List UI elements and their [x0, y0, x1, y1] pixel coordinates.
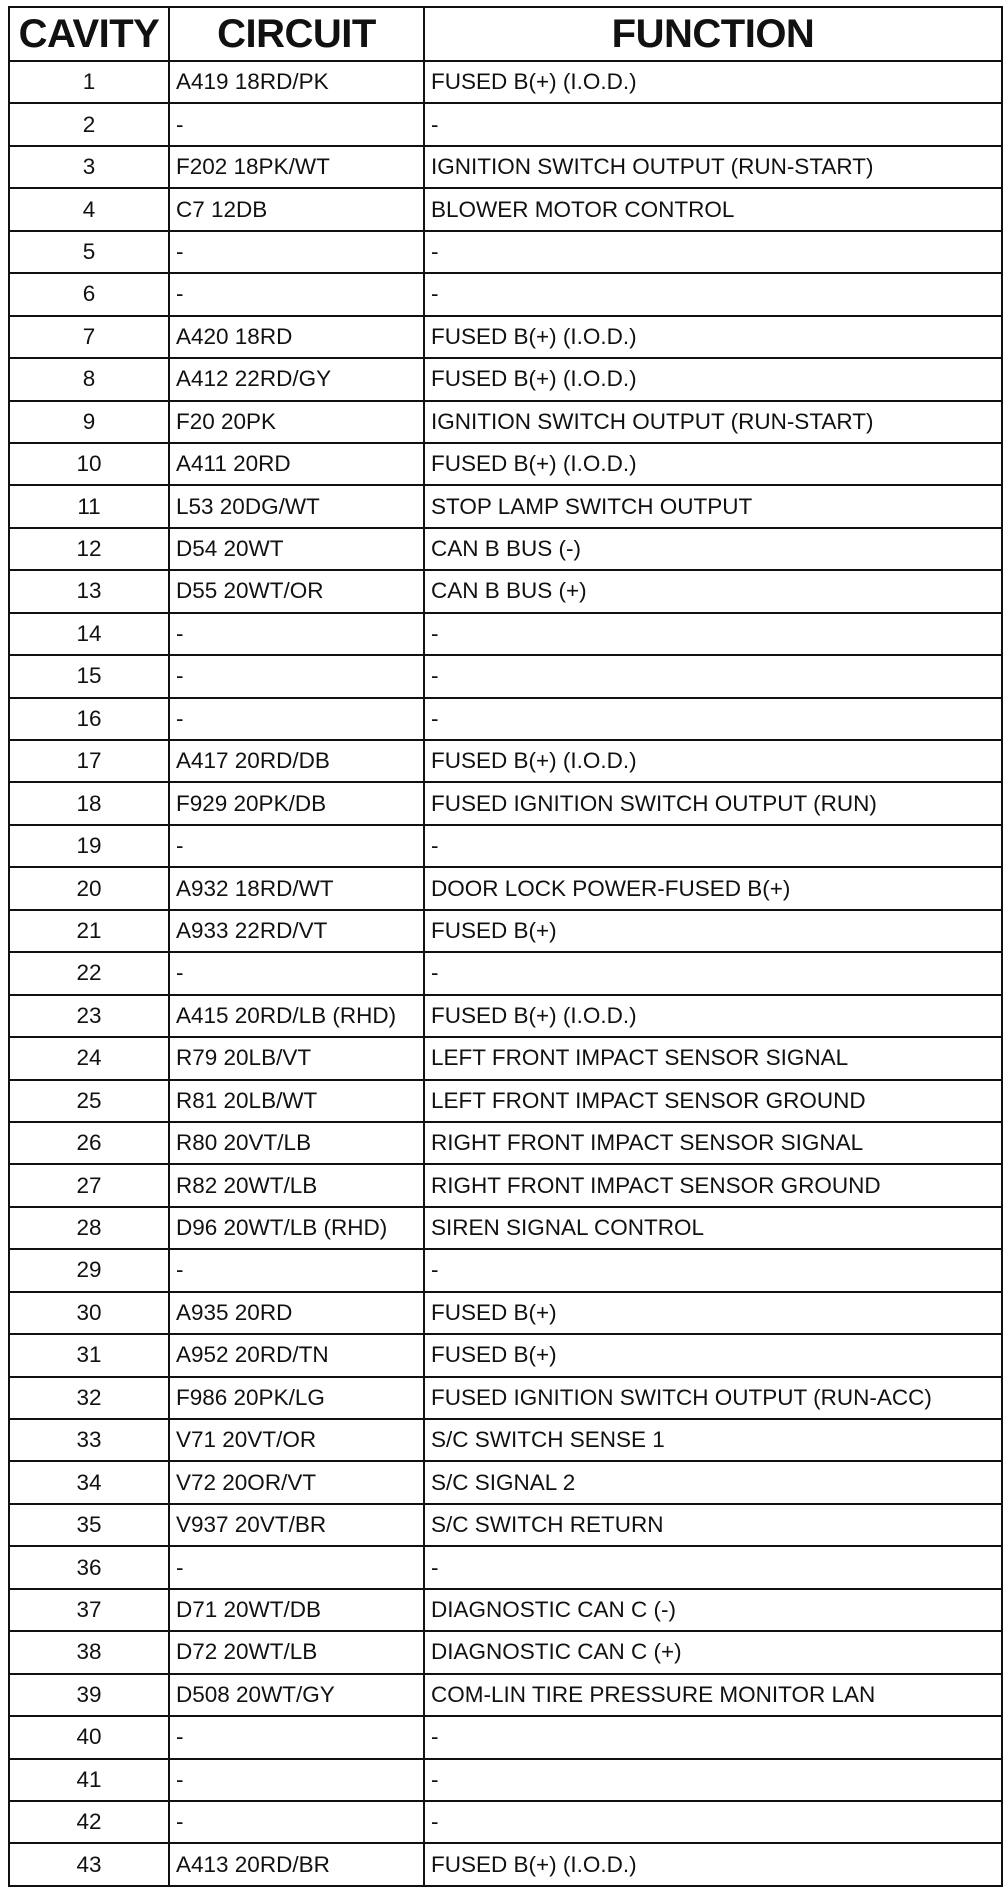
- circuit-cell: V937 20VT/BR: [169, 1504, 424, 1546]
- table-row: [9, 1674, 1002, 1716]
- header-cavity: CAVITY: [9, 7, 169, 61]
- cavity-cell: 43: [9, 1843, 169, 1885]
- table-row: [9, 910, 1002, 952]
- circuit-cell: -: [169, 1716, 424, 1758]
- function-cell: RIGHT FRONT IMPACT SENSOR GROUND: [424, 1164, 1002, 1206]
- table-row: [9, 1759, 1002, 1801]
- circuit-cell: -: [169, 231, 424, 273]
- cavity-cell: 39: [9, 1674, 169, 1716]
- function-cell: FUSED B(+) (I.O.D.): [424, 1843, 1002, 1885]
- function-cell: RIGHT FRONT IMPACT SENSOR SIGNAL: [424, 1122, 1002, 1164]
- cavity-cell: 27: [9, 1164, 169, 1206]
- circuit-cell: -: [169, 1249, 424, 1291]
- table-row: [9, 1377, 1002, 1419]
- cavity-cell: 34: [9, 1461, 169, 1503]
- function-cell: FUSED IGNITION SWITCH OUTPUT (RUN-ACC): [424, 1377, 1002, 1419]
- cavity-cell: 10: [9, 443, 169, 485]
- table-row: [9, 867, 1002, 909]
- table-row: [9, 316, 1002, 358]
- table-row: [9, 146, 1002, 188]
- table-row: [9, 61, 1002, 103]
- circuit-cell: A933 22RD/VT: [169, 910, 424, 952]
- table-row: [9, 443, 1002, 485]
- function-cell: -: [424, 1546, 1002, 1588]
- function-cell: CAN B BUS (+): [424, 570, 1002, 612]
- cavity-cell: 38: [9, 1631, 169, 1673]
- function-cell: -: [424, 273, 1002, 315]
- circuit-cell: D96 20WT/LB (RHD): [169, 1207, 424, 1249]
- cavity-cell: 24: [9, 1037, 169, 1079]
- function-cell: S/C SWITCH RETURN: [424, 1504, 1002, 1546]
- table-row: [9, 1164, 1002, 1206]
- circuit-cell: -: [169, 698, 424, 740]
- table-row: [9, 825, 1002, 867]
- table-row: [9, 273, 1002, 315]
- table-row: [9, 1419, 1002, 1461]
- table-row: [9, 485, 1002, 527]
- cavity-cell: 13: [9, 570, 169, 612]
- table-row: [9, 103, 1002, 145]
- cavity-cell: 12: [9, 528, 169, 570]
- function-cell: IGNITION SWITCH OUTPUT (RUN-START): [424, 146, 1002, 188]
- cavity-cell: 36: [9, 1546, 169, 1588]
- table-row: [9, 1716, 1002, 1758]
- circuit-cell: A935 20RD: [169, 1292, 424, 1334]
- function-cell: IGNITION SWITCH OUTPUT (RUN-START): [424, 401, 1002, 443]
- table-row: [9, 570, 1002, 612]
- table-row: [9, 698, 1002, 740]
- table-row: [9, 1334, 1002, 1376]
- circuit-cell: V72 20OR/VT: [169, 1461, 424, 1503]
- function-cell: DIAGNOSTIC CAN C (-): [424, 1589, 1002, 1631]
- table-row: [9, 188, 1002, 230]
- function-cell: FUSED B(+) (I.O.D.): [424, 61, 1002, 103]
- cavity-cell: 37: [9, 1589, 169, 1631]
- function-cell: FUSED B(+) (I.O.D.): [424, 443, 1002, 485]
- cavity-cell: 11: [9, 485, 169, 527]
- cavity-cell: 42: [9, 1801, 169, 1843]
- cavity-cell: 18: [9, 782, 169, 824]
- circuit-cell: A419 18RD/PK: [169, 61, 424, 103]
- function-cell: -: [424, 952, 1002, 994]
- cavity-cell: 3: [9, 146, 169, 188]
- cavity-cell: 9: [9, 401, 169, 443]
- cavity-cell: 21: [9, 910, 169, 952]
- table-row: [9, 740, 1002, 782]
- circuit-cell: R81 20LB/WT: [169, 1080, 424, 1122]
- circuit-cell: A411 20RD: [169, 443, 424, 485]
- circuit-cell: D55 20WT/OR: [169, 570, 424, 612]
- circuit-cell: R82 20WT/LB: [169, 1164, 424, 1206]
- function-cell: S/C SIGNAL 2: [424, 1461, 1002, 1503]
- circuit-cell: A415 20RD/LB (RHD): [169, 995, 424, 1037]
- function-cell: FUSED B(+) (I.O.D.): [424, 740, 1002, 782]
- table-row: [9, 1589, 1002, 1631]
- cavity-cell: 26: [9, 1122, 169, 1164]
- cavity-cell: 1: [9, 61, 169, 103]
- function-cell: FUSED B(+) (I.O.D.): [424, 358, 1002, 400]
- cavity-cell: 41: [9, 1759, 169, 1801]
- cavity-cell: 31: [9, 1334, 169, 1376]
- function-cell: -: [424, 698, 1002, 740]
- cavity-cell: 5: [9, 231, 169, 273]
- circuit-cell: R80 20VT/LB: [169, 1122, 424, 1164]
- cavity-cell: 4: [9, 188, 169, 230]
- table-row: [9, 1504, 1002, 1546]
- circuit-cell: F202 18PK/WT: [169, 146, 424, 188]
- function-cell: -: [424, 231, 1002, 273]
- circuit-cell: A413 20RD/BR: [169, 1843, 424, 1885]
- function-cell: LEFT FRONT IMPACT SENSOR GROUND: [424, 1080, 1002, 1122]
- circuit-cell: L53 20DG/WT: [169, 485, 424, 527]
- cavity-cell: 2: [9, 103, 169, 145]
- table-row: [9, 1292, 1002, 1334]
- circuit-cell: -: [169, 1546, 424, 1588]
- table-row: [9, 1249, 1002, 1291]
- cavity-cell: 30: [9, 1292, 169, 1334]
- circuit-cell: A952 20RD/TN: [169, 1334, 424, 1376]
- circuit-cell: F929 20PK/DB: [169, 782, 424, 824]
- table-row: [9, 1037, 1002, 1079]
- circuit-cell: D71 20WT/DB: [169, 1589, 424, 1631]
- circuit-cell: A417 20RD/DB: [169, 740, 424, 782]
- cavity-cell: 22: [9, 952, 169, 994]
- cavity-cell: 28: [9, 1207, 169, 1249]
- circuit-cell: -: [169, 952, 424, 994]
- circuit-cell: -: [169, 273, 424, 315]
- circuit-cell: -: [169, 103, 424, 145]
- cavity-cell: 14: [9, 613, 169, 655]
- function-cell: STOP LAMP SWITCH OUTPUT: [424, 485, 1002, 527]
- cavity-cell: 35: [9, 1504, 169, 1546]
- header-row: [9, 7, 1002, 61]
- function-cell: SIREN SIGNAL CONTROL: [424, 1207, 1002, 1249]
- circuit-cell: A412 22RD/GY: [169, 358, 424, 400]
- table-row: [9, 358, 1002, 400]
- function-cell: BLOWER MOTOR CONTROL: [424, 188, 1002, 230]
- cavity-cell: 17: [9, 740, 169, 782]
- function-cell: -: [424, 613, 1002, 655]
- circuit-cell: D508 20WT/GY: [169, 1674, 424, 1716]
- table-row: [9, 231, 1002, 273]
- header-circuit: CIRCUIT: [169, 7, 424, 61]
- table-row: [9, 655, 1002, 697]
- function-cell: -: [424, 825, 1002, 867]
- table-header: [9, 7, 1002, 61]
- circuit-cell: D72 20WT/LB: [169, 1631, 424, 1673]
- function-cell: DOOR LOCK POWER-FUSED B(+): [424, 867, 1002, 909]
- circuit-cell: C7 12DB: [169, 188, 424, 230]
- function-cell: -: [424, 1801, 1002, 1843]
- table-row: [9, 1801, 1002, 1843]
- circuit-cell: A420 18RD: [169, 316, 424, 358]
- function-cell: COM-LIN TIRE PRESSURE MONITOR LAN: [424, 1674, 1002, 1716]
- table-row: [9, 782, 1002, 824]
- circuit-cell: -: [169, 1759, 424, 1801]
- table-row: [9, 401, 1002, 443]
- circuit-cell: A932 18RD/WT: [169, 867, 424, 909]
- cavity-cell: 6: [9, 273, 169, 315]
- function-cell: -: [424, 1759, 1002, 1801]
- table-row: [9, 995, 1002, 1037]
- circuit-cell: F986 20PK/LG: [169, 1377, 424, 1419]
- function-cell: FUSED B(+): [424, 1292, 1002, 1334]
- function-cell: -: [424, 103, 1002, 145]
- cavity-cell: 15: [9, 655, 169, 697]
- function-cell: FUSED B(+): [424, 1334, 1002, 1376]
- function-cell: FUSED IGNITION SWITCH OUTPUT (RUN): [424, 782, 1002, 824]
- circuit-cell: -: [169, 1801, 424, 1843]
- header-function: FUNCTION: [424, 7, 1002, 61]
- function-cell: -: [424, 655, 1002, 697]
- circuit-cell: F20 20PK: [169, 401, 424, 443]
- table-row: [9, 952, 1002, 994]
- cavity-cell: 32: [9, 1377, 169, 1419]
- cavity-cell: 40: [9, 1716, 169, 1758]
- function-cell: -: [424, 1249, 1002, 1291]
- table-row: [9, 1122, 1002, 1164]
- circuit-cell: R79 20LB/VT: [169, 1037, 424, 1079]
- function-cell: CAN B BUS (-): [424, 528, 1002, 570]
- function-cell: FUSED B(+): [424, 910, 1002, 952]
- table-row: [9, 1546, 1002, 1588]
- table-body: [9, 61, 1002, 1886]
- circuit-cell: -: [169, 613, 424, 655]
- function-cell: FUSED B(+) (I.O.D.): [424, 316, 1002, 358]
- table-row: [9, 528, 1002, 570]
- table-row: [9, 1843, 1002, 1885]
- circuit-cell: D54 20WT: [169, 528, 424, 570]
- table-row: [9, 1080, 1002, 1122]
- cavity-cell: 19: [9, 825, 169, 867]
- function-cell: S/C SWITCH SENSE 1: [424, 1419, 1002, 1461]
- cavity-cell: 29: [9, 1249, 169, 1291]
- circuit-cell: -: [169, 655, 424, 697]
- cavity-cell: 20: [9, 867, 169, 909]
- cavity-cell: 33: [9, 1419, 169, 1461]
- circuit-cell: V71 20VT/OR: [169, 1419, 424, 1461]
- function-cell: -: [424, 1716, 1002, 1758]
- table-row: [9, 1631, 1002, 1673]
- cavity-cell: 7: [9, 316, 169, 358]
- connector-pinout-table: [8, 6, 1003, 1887]
- table-row: [9, 1207, 1002, 1249]
- cavity-cell: 16: [9, 698, 169, 740]
- cavity-cell: 25: [9, 1080, 169, 1122]
- circuit-cell: -: [169, 825, 424, 867]
- table-row: [9, 613, 1002, 655]
- table-row: [9, 1461, 1002, 1503]
- function-cell: FUSED B(+) (I.O.D.): [424, 995, 1002, 1037]
- function-cell: LEFT FRONT IMPACT SENSOR SIGNAL: [424, 1037, 1002, 1079]
- cavity-cell: 23: [9, 995, 169, 1037]
- function-cell: DIAGNOSTIC CAN C (+): [424, 1631, 1002, 1673]
- cavity-cell: 8: [9, 358, 169, 400]
